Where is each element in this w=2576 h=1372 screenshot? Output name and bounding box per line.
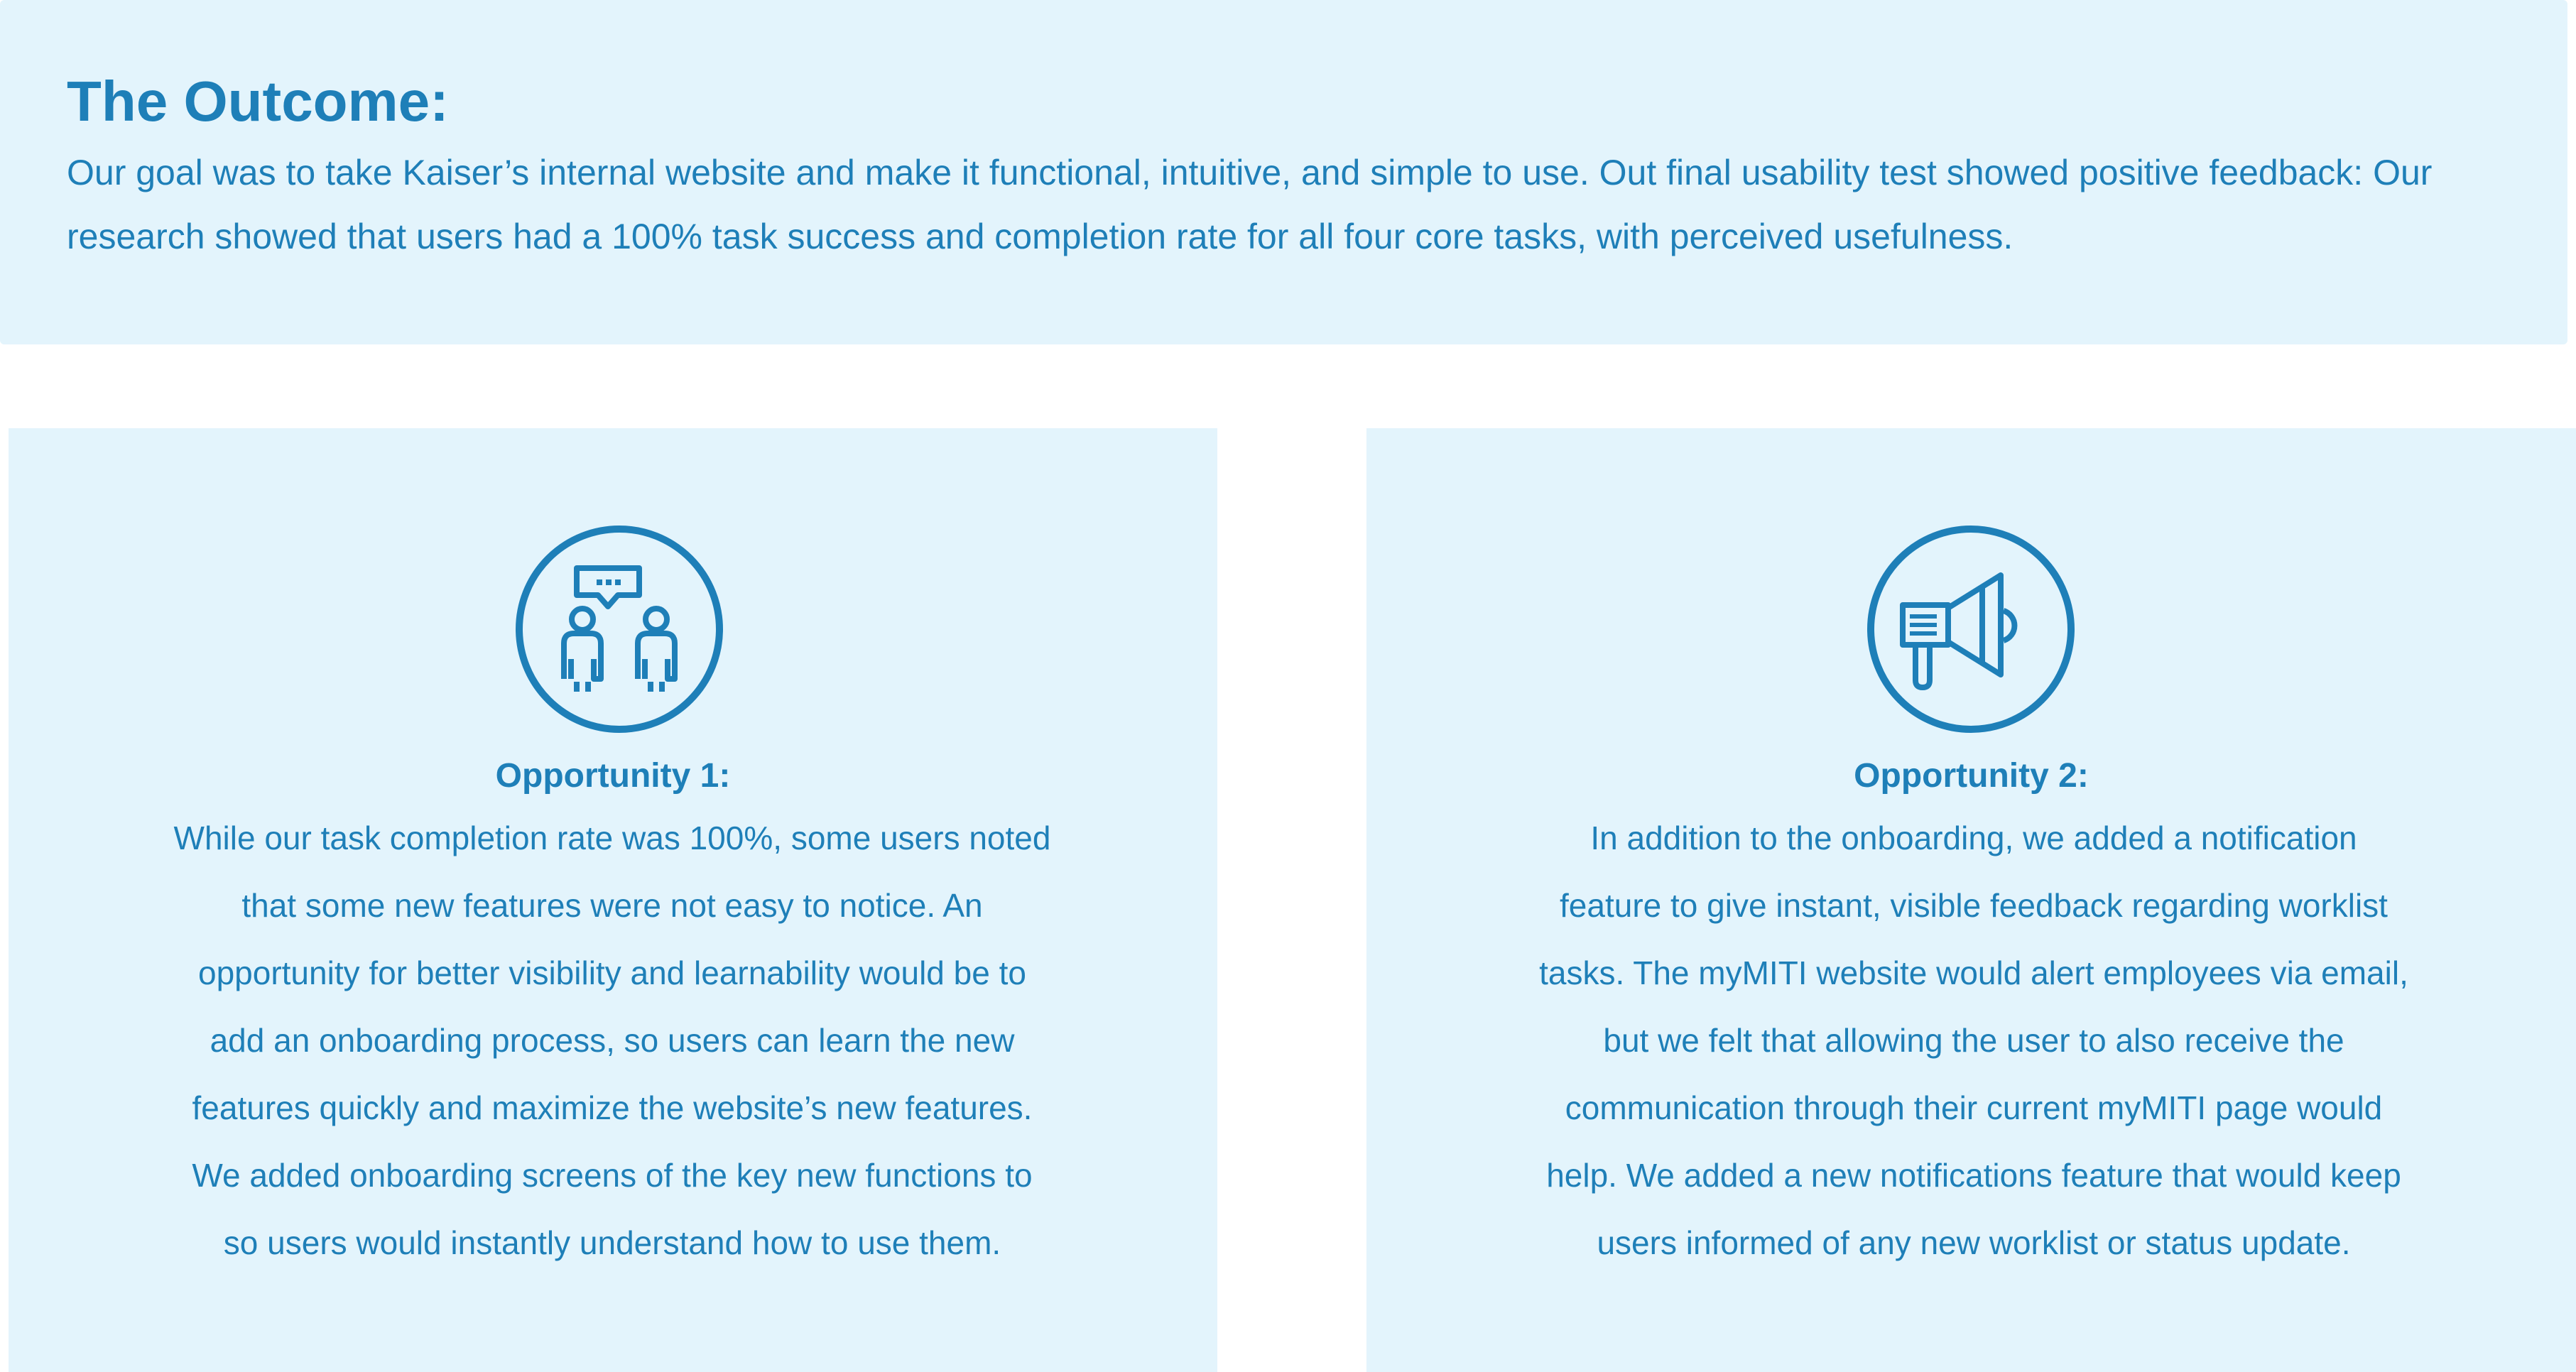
description-line: In addition to the onboarding, we added a notification [1590,820,2357,856]
megaphone-icon [1866,524,2076,734]
description-line: that some new features were not easy to notice. An [241,887,983,924]
opportunity-1-title: Opportunity 1: [495,757,731,795]
outcome-description: Our goal was to take Kaiser’s internal website and make it functional, intuitive, and simple to use. Out final usability test showed positive feedback: Our research showed that users had a 100% task success and completion rate for all four core tasks, with perceived usefulness. [67,153,2433,256]
description-line: tasks. The myMITI website would alert employees via email, [1539,954,2408,991]
description-line: users informed of any new worklist or status update. [1597,1224,2351,1261]
description-line: add an onboarding process, so users can learn the new [210,1022,1015,1059]
opportunity-1-description [129,805,1095,1277]
description-line: features quickly and maximize the website’s new features. [192,1089,1033,1126]
opportunity-2-title: Opportunity 2: [1854,757,2089,795]
description-line: communication through their current myMITI page would [1565,1089,2383,1126]
description-line: so users would instantly understand how to use them. [223,1224,1001,1261]
outcome-panel [0,0,2567,344]
description-line: help. We added a new notifications feature that would keep [1546,1157,2401,1194]
description-line: While our task completion rate was 100%, some users noted [173,820,1051,856]
description-line: opportunity for better visibility and learnability would be to [198,954,1026,991]
opportunity-2-description [1494,805,2453,1277]
outcome-title: The Outcome: [67,70,449,133]
description-line: We added onboarding screens of the key new functions to [192,1157,1033,1194]
opportunity-card-2 [1366,428,2576,1372]
opportunity-card-1 [9,428,1217,1372]
people-discussion-icon [514,524,724,734]
description-line: feature to give instant, visible feedback regarding worklist [1560,887,2388,924]
description-line: but we felt that allowing the user to also receive the [1603,1022,2344,1059]
